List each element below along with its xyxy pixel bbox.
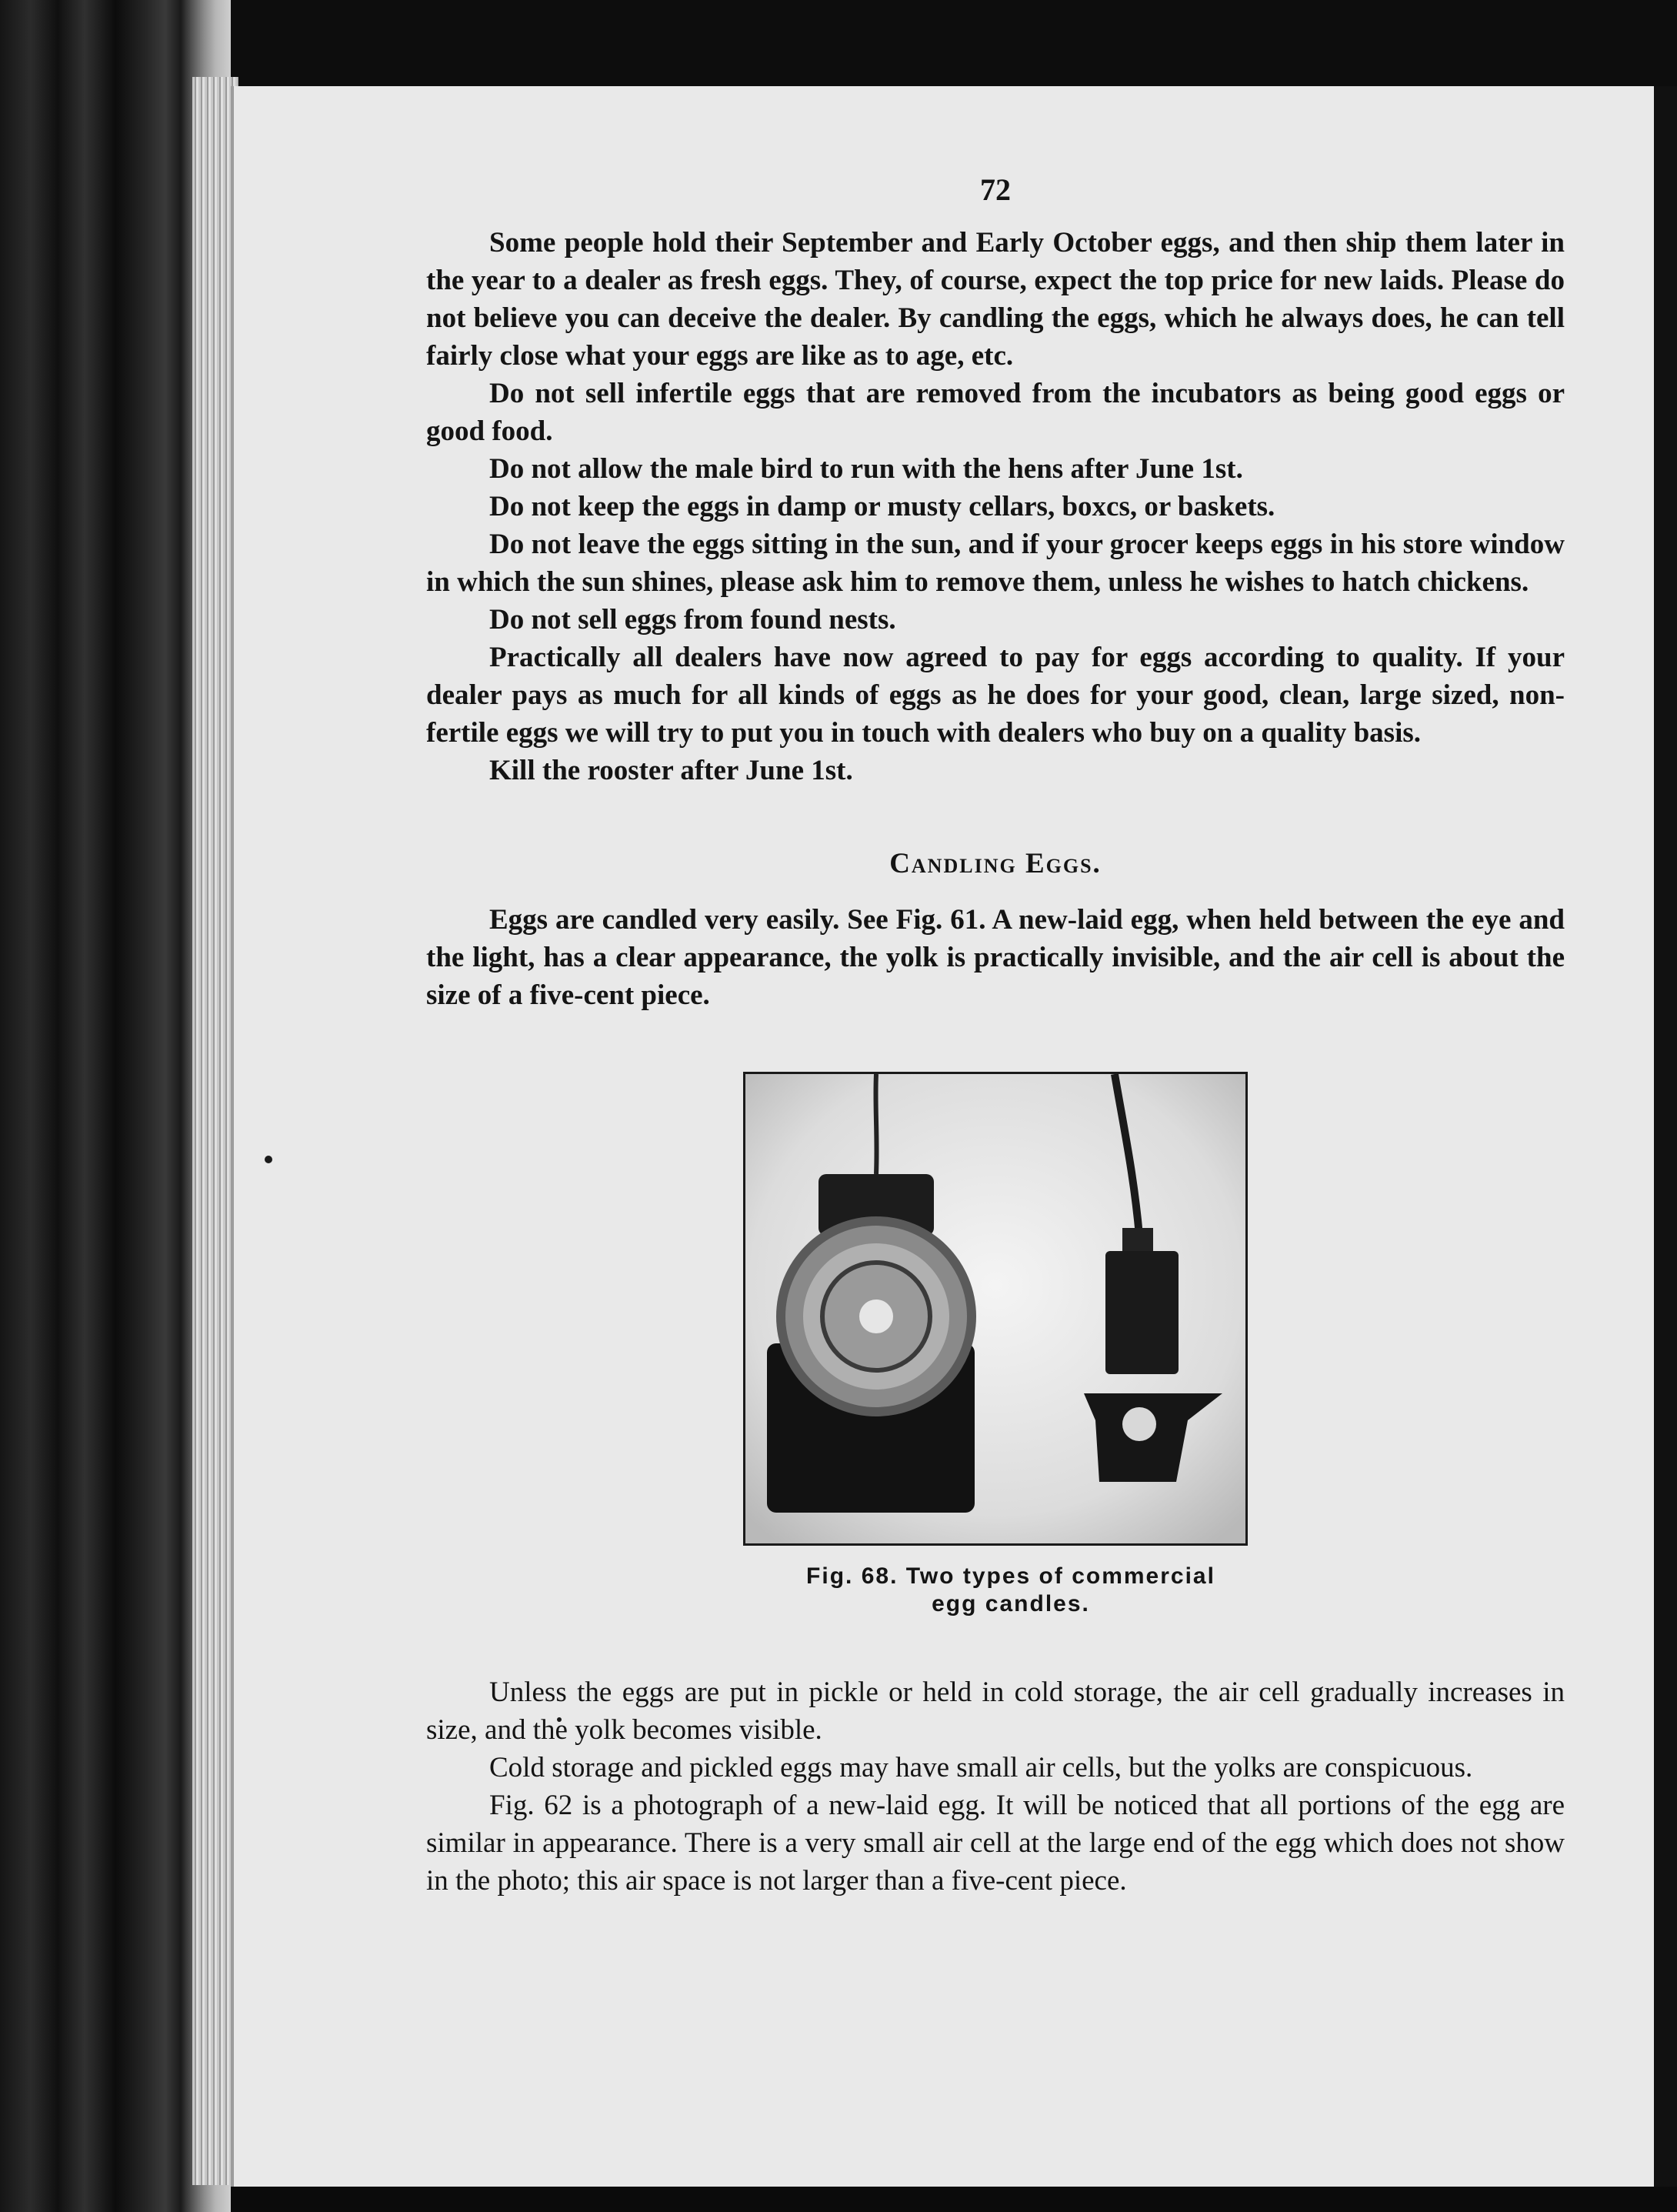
paragraph: Do not leave the eggs sitting in the sun, and if your grocer keeps eggs in his store window in which the sun shines, please ask him to remove them, unless he wishes to hatch chickens.	[426, 529, 1565, 598]
paragraph: Practically all dealers have now agreed to pay for eggs according to quality. If your dealer pays as much for all kinds of eggs as he does for your good, clean, large sized, non-fertile eggs we will try to put you in touch with dealers who buy on a quality basis.	[426, 642, 1565, 749]
scan-border-bottom	[231, 2187, 1677, 2212]
section-heading: Candling Eggs.	[889, 848, 1102, 879]
paragraph: Do not keep the eggs in damp or musty cellars, boxcs, or baskets.	[489, 491, 1275, 522]
paragraph: Do not allow the male bird to run with the hens after June 1st.	[489, 453, 1243, 485]
paragraph: Do not sell eggs from found nests.	[489, 604, 896, 636]
page-number: 72	[980, 172, 1011, 207]
paragraph: Cold storage and pickled eggs may have small air cells, but the yolks are conspicuous.	[489, 1752, 1473, 1783]
egg-candles-illustration	[745, 1074, 1245, 1543]
book-page	[231, 86, 1657, 2187]
paragraph: Do not sell infertile eggs that are removed from the incubators as being good eggs or good food.	[426, 378, 1565, 447]
scan-border-right	[1654, 86, 1677, 2212]
paragraph: Kill the rooster after June 1st.	[489, 755, 853, 786]
caption-line: Fig. 68. Two types of commercial	[806, 1563, 1215, 1589]
paragraph-candling: Eggs are candled very easily. See Fig. 61. A new-laid egg, when held between the eye and the light, has a clear appearance, the yolk is practically invisible, and the air cell is about the size of a five-cent piece.	[426, 904, 1565, 1011]
paragraph: Unless the eggs are put in pickle or held in cold storage, the air cell gradually increases in size, and the yolk becomes visible.	[426, 1677, 1565, 1746]
caption-line: egg candles.	[932, 1591, 1090, 1616]
paragraph: Fig. 62 is a photograph of a new-laid egg. It will be noticed that all portions of the egg are similar in appearance. There is a very small air cell at the large end of the egg which does not show in the photo; this air space is not larger than a five-cent piece.	[426, 1790, 1565, 1897]
egg-candles-photo	[743, 1072, 1248, 1546]
figure-caption	[426, 1563, 1565, 1618]
paragraph: Some people hold their September and Early October eggs, and then ship them later in the year to a dealer as fresh eggs. They, of course, expect the top price for new laids. Please do not believe you can deceive the dealer. By candling the eggs, which he always does, he can tell fairly close what your eggs are like as to age, etc.	[426, 227, 1565, 372]
page-speck	[265, 1156, 272, 1163]
page-content	[426, 171, 1565, 1900]
